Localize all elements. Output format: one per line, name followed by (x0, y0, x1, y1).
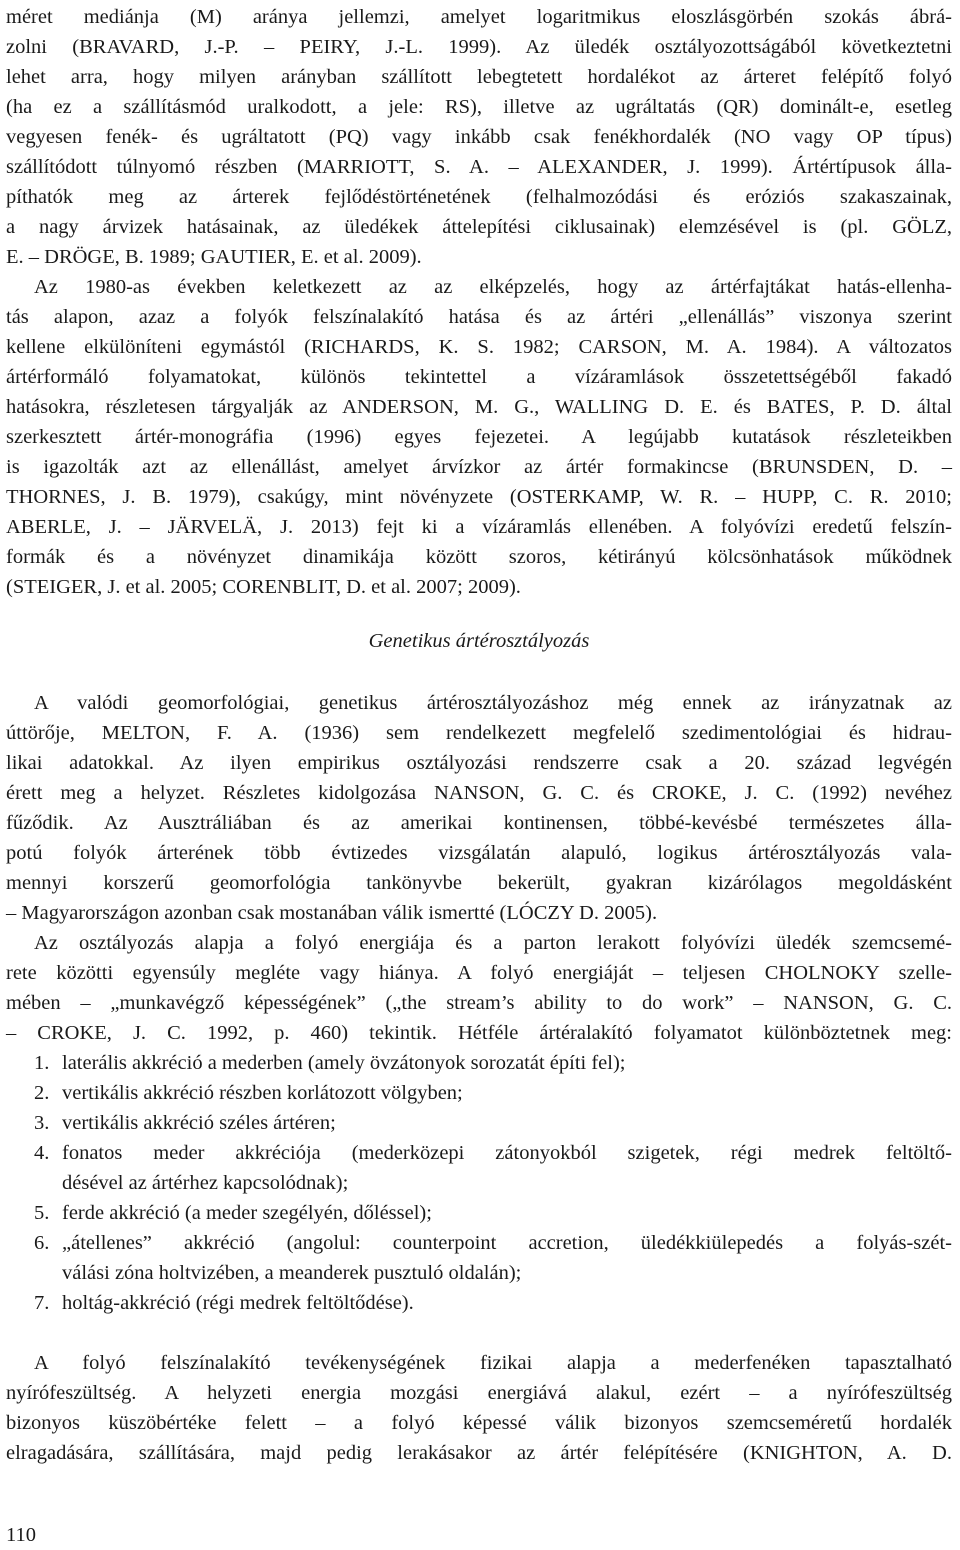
page-number: 110 (6, 1524, 36, 1546)
text-line: érett meg a helyzet. Részletes kidolgozása NANSON, G. C. és CROKE, J. C. (1992) nevéhez (6, 782, 952, 804)
text-line: kellene elkülöníteni egymástól (RICHARDS, K. S. 1982; CARSON, M. A. 1984). A változatos (6, 336, 952, 358)
list-item (6, 1228, 952, 1258)
list-number: 5. (34, 1202, 50, 1224)
text-line: bizonyos küszöbértéke felett – a folyó képessé válik bizonyos szemcseméretű hordalék (6, 1412, 952, 1434)
text-line: Az osztályozás alapja a folyó energiája és a parton lerakott folyóvízi üledék szemcsemé- (34, 932, 952, 954)
list-item-continuation (6, 1168, 952, 1198)
text-line: zolni (BRAVARD, J.-P. – PEIRY, J.-L. 1999). Az üledék osztályozottságából következtetni (6, 36, 952, 58)
text-line: lehet arra, hogy milyen arányban szállított lebegtetett hordalékot az árteret felépítő folyó (6, 66, 952, 88)
text-line: formák és a növényzet dinamikája között szoros, kétirányú kölcsönhatások működnek (6, 546, 952, 568)
text-line: ABERLE, J. – JÄRVELÄ, J. 2013) fejt ki a vízáramlás ellenében. A folyóvízi eredetű felszín- (6, 516, 952, 538)
text-line: vegyesen fenék- és ugráltatott (PQ) vagy inkább csak fenékhordalék (NO vagy OP típus) (6, 126, 952, 148)
text-line: – CROKE, J. C. 1992, p. 460) tekintik. Hétféle ártéralakító folyamatot különböztetnek meg: (6, 1022, 952, 1044)
text-line: rete közötti egyensúly megléte vagy hiánya. A folyó energiáját – teljesen CHOLNOKY szelle- (6, 962, 952, 984)
text-line: is igazolták azt az ellenállást, amelyet árvízkor az ártér formakincse (BRUNSDEN, D. – (6, 456, 952, 478)
list-number: 6. (34, 1232, 50, 1254)
list-item (6, 1108, 952, 1138)
text-line: elragadására, szállítására, majd pedig lerakásakor az ártér felépítésére (KNIGHTON, A. D. (6, 1442, 952, 1464)
list-item (6, 1078, 952, 1108)
text-line: méret mediánja (M) aránya jellemzi, amelyet logaritmikus eloszlásgörbén szokás ábrá- (6, 6, 952, 28)
text-line: potú folyók árterének több évtizedes vizsgálatán alapuló, logikus ártérosztályozás vala- (6, 842, 952, 864)
text-line: szállítódott túlnyomó részben (MARRIOTT, S. A. – ALEXANDER, J. 1999). Ártértípusok álla- (6, 156, 952, 178)
text-line: szerkesztett ártér-monográfia (1996) egyes fejezetei. A legújabb kutatások részleteikben (6, 426, 952, 448)
text-line: A valódi geomorfológiai, genetikus ártérosztályozáshoz még ennek az irányzatnak az (34, 692, 952, 714)
list-text: désével az ártérhez kapcsolódnak); (62, 1172, 349, 1194)
section-heading: Genetikus ártérosztályozás (368, 630, 590, 652)
list-text: laterális akkréció a mederben (amely övzátonyok sorozatát építi fel); (62, 1052, 626, 1074)
text-line: mében – „munkavégző képességének” („the stream’s ability to do work” – NANSON, G. C. (6, 992, 952, 1014)
text-line: ártérformáló folyamatokat, különös tekintettel a vízáramlások összetettségéből fakadó (6, 366, 952, 388)
list-number: 7. (34, 1292, 50, 1314)
text-line: píthatók meg az árterek fejlődéstörténetének (felhalmozódási és eróziós szakaszainak, (6, 186, 952, 208)
text-line: likai adatokkal. Az ilyen empirikus osztályozási rendszerre csak a 20. század legvégén (6, 752, 952, 774)
text-line: a nagy árvizek hatásainak, az üledékek áttelepítési ciklusainak) elemzésével is (pl. GÖLZ, (6, 216, 952, 238)
list-item (6, 1198, 952, 1228)
list-number: 3. (34, 1112, 50, 1134)
text-line: fűződik. Az Ausztráliában és az amerikai kontinensen, többé-kevésbé természetes álla- (6, 812, 952, 834)
text-line: E. – DRÖGE, B. 1989; GAUTIER, E. et al. 2009). (6, 246, 422, 268)
list-item-continuation (6, 1258, 952, 1288)
text-line: (STEIGER, J. et al. 2005; CORENBLIT, D. et al. 2007; 2009). (6, 576, 521, 598)
list-text: fonatos meder akkréciója (mederközepi zátonyokból szigetek, régi medrek feltöltő- (62, 1142, 952, 1164)
list-number: 1. (34, 1052, 50, 1074)
list-item (6, 1138, 952, 1168)
list-text: ferde akkréció (a meder szegélyén, dőléssel); (62, 1202, 432, 1224)
text-line: mennyi korszerű geomorfológia tankönyvbe bekerült, gyakran kizárólagos megoldásként (6, 872, 952, 894)
text-line: THORNES, J. B. 1979), csakúgy, mint növényzete (OSTERKAMP, W. R. – HUPP, C. R. 2010; (6, 486, 952, 508)
text-line: hatásokra, részletesen tárgyalják az ANDERSON, M. G., WALLING D. E. és BATES, P. D. által (6, 396, 952, 418)
text-line: A folyó felszínalakító tevékenységének fizikai alapja a mederfenéken tapasztalható (34, 1352, 952, 1374)
text-line: Az 1980-as években keletkezett az az elképzelés, hogy az ártérfajtákat hatás-ellenha- (34, 276, 952, 298)
text-line: nyírófeszültség. A helyzeti energia mozgási energiává alakul, ezért – a nyírófeszültség (6, 1382, 952, 1404)
list-text: vertikális akkréció részben korlátozott völgyben; (62, 1082, 463, 1104)
list-text: vertikális akkréció széles ártéren; (62, 1112, 336, 1134)
text-line: (ha ez a szállításmód uralkodott, a jele: RS), illetve az ugráltatás (QR) dominált-e, esetleg (6, 96, 952, 118)
text-line: – Magyarországon azonban csak mostanában válik ismertté (LÓCZY D. 2005). (6, 902, 658, 924)
list-item (6, 1048, 952, 1078)
list-text: „átellenes” akkréció (angolul: counterpoint accretion, üledékkiülepedés a folyás-szét- (62, 1232, 952, 1254)
list-text: holtág-akkréció (régi medrek feltöltődése). (62, 1292, 414, 1314)
list-text: válási zóna holtvizében, a meanderek pusztuló oldalán); (62, 1262, 522, 1284)
text-line: tás alapon, azaz a folyók felszínalakító hatása és az ártéri „ellenállás” viszonya szerint (6, 306, 952, 328)
list-number: 2. (34, 1082, 50, 1104)
text-line: úttörője, MELTON, F. A. (1936) sem rendelkezett megfelelő szedimentológiai és hidrau- (6, 722, 952, 744)
list-item (6, 1288, 952, 1318)
list-number: 4. (34, 1142, 50, 1164)
